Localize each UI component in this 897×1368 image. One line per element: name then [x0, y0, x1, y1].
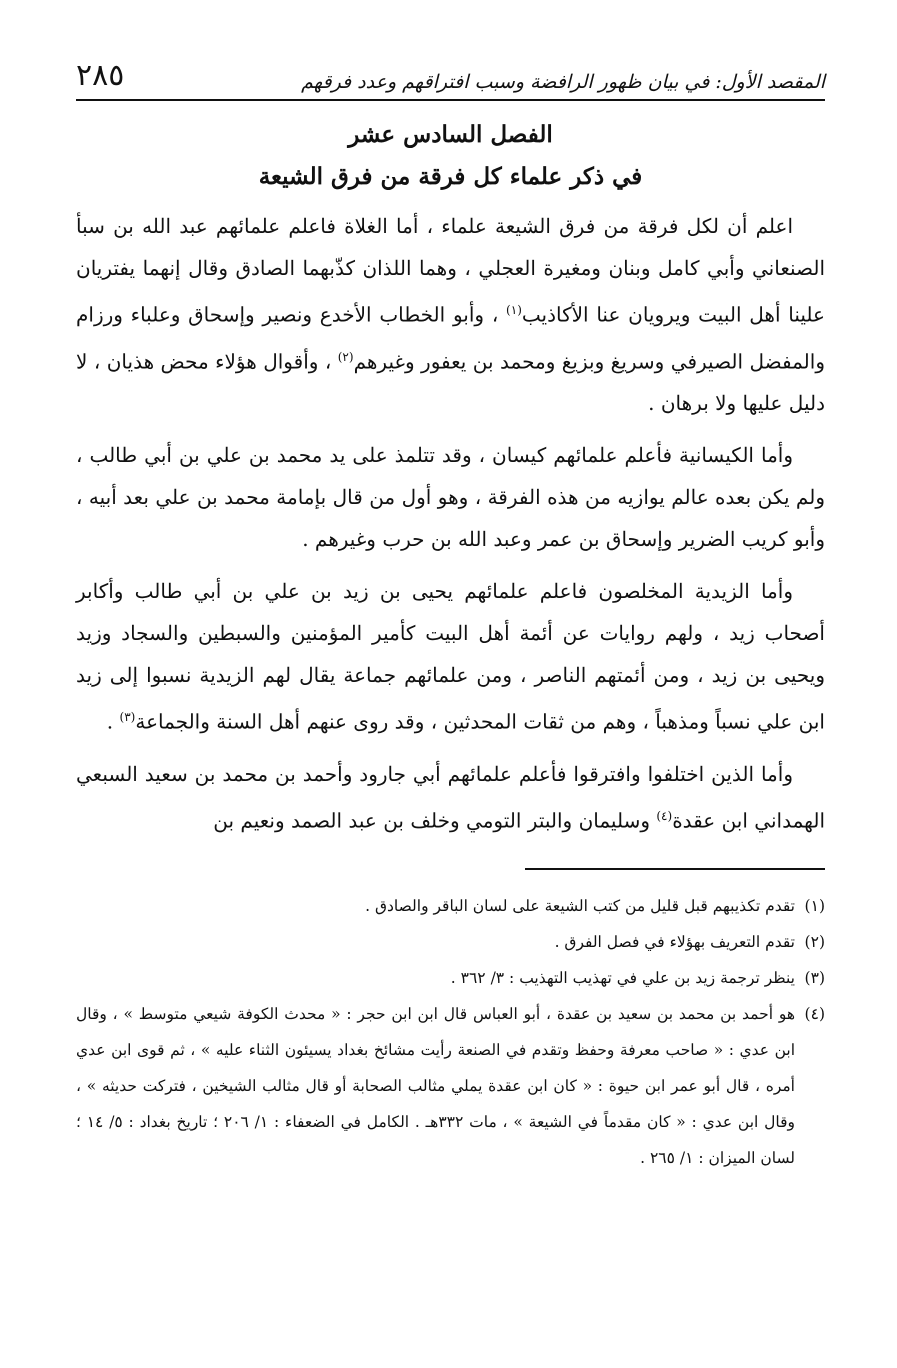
paragraph-text: ، وأقوال هؤلاء محض هذيان ، لا دليل عليها ولا برهان . — [76, 349, 825, 416]
body-paragraph — [76, 570, 825, 743]
paragraph-text: اعلم أن لكل فرقة من فرق الشيعة علماء ، أما الغلاة فاعلم علمائهم عبد الله بن سبأ الصنعاني وأبي كامل وبنان ومغيرة العجلي ، وهما اللذان كذّبهما الصادق وقال إنهما يفتريان علينا أهل البيت ويرويان عنا الأكاذيب — [76, 214, 825, 327]
paragraph-text: . — [106, 709, 120, 734]
footnote-number: (٣) — [804, 968, 825, 987]
footnote-number: (٢) — [804, 932, 825, 951]
chapter-subtitle: في ذكر علماء كل فرقة من فرق الشيعة — [258, 163, 643, 190]
footnote-text: تقدم التعريف بهؤلاء في فصل الفرق . — [554, 932, 795, 951]
footnote — [76, 960, 825, 996]
body-paragraph — [76, 205, 825, 424]
body-text — [76, 205, 825, 842]
paragraph-text: وأما الزيدية المخلصون فاعلم علمائهم يحيى بن زيد بن علي بن أبي طالب وأكابر أصحاب زيد ، ولهم روايات عن أئمة أهل البيت كأمير المؤمنين والسبطين والسجاد وزيد ويحيى بن زيد ، ومن أئمتهم الناصر ، ومن علمائهم جماعة يقال لهم الزيدية نسبوا إلى زيد ابن علي نسباً ومذهباً ، وهم من ثقات المحدثين ، وقد روى عنهم أهل السنة والجماعة — [76, 579, 825, 734]
paragraph-text: وأما الذين اختلفوا وافترقوا فأعلم علمائهم أبي جارود وأحمد بن محمد بن سعيد السبعي الهمداني ابن عقدة — [76, 761, 825, 833]
footnote-text: هو أحمد بن محمد بن سعيد بن عقدة ، أبو العباس قال ابن ابن حجر : « محدث الكوفة شيعي متوسط » ، وقال ابن عدي : « صاحب معرفة وحفظ وتقدم في الصنعة رأيت مشائخ بغداد يسيئون الثناء عليه » ، ثم قوى ابن عدي أمره ، قال أبو عمر ابن حيوة : « كان ابن عقدة يملي مثالب الصحابة أو قال مثالب الشيخين ، فتركت حديثه » ، وقال ابن عدي : « كان مقدماً في الشيعة » ، مات ٣٣٢هـ . الكامل في الضعفاء : ١/ ٢٠٦ ؛ تاريخ بغداد : ٥/ ١٤ ؛ لسان الميزان : ١/ ٢٦٥ . — [76, 1004, 795, 1167]
page-header — [76, 58, 825, 101]
paragraph-text: وأما الكيسانية فأعلم علمائهم كيسان ، وقد تتلمذ على يد محمد بن علي بن أبي طالب ، ولم يكن بعده عالم يوازيه من هذه الفرقة ، وهو أول من قال بإمامة محمد بن علي بعد أبيه ، وأبو كريب الضرير وإسحاق بن عمر وعبد الله بن حرب وغيرهم . — [76, 443, 825, 552]
footnote-number: (٤) — [804, 1004, 825, 1023]
running-title: المقصد الأول: في بيان ظهور الرافضة وسبب افتراقهم وعدد فرقهم — [301, 71, 825, 93]
footnote — [76, 888, 825, 924]
body-paragraph — [76, 753, 825, 842]
chapter-title: الفصل السادس عشر — [348, 121, 553, 148]
footnote-reference: (٤) — [656, 808, 673, 823]
page-number: ٢٨٥ — [76, 58, 125, 93]
footnote-text: تقدم تكذيبهم قبل قليل من كتب الشيعة على لسان الباقر والصادق . — [365, 896, 795, 915]
footnote-number: (١) — [804, 896, 825, 915]
footnotes — [76, 888, 825, 1176]
footnote — [76, 996, 825, 1176]
footnote-text: ينظر ترجمة زيد بن علي في تهذيب التهذيب : ٣/ ٣٦٢ . — [450, 968, 795, 987]
paragraph-text: وسليمان والبتر التومي وخلف بن عبد الصمد ونعيم بن — [213, 808, 657, 833]
footnote-reference: (٢) — [337, 349, 354, 364]
footnote-reference: (٣) — [119, 710, 136, 725]
body-paragraph — [76, 434, 825, 560]
footnote-divider — [525, 868, 825, 870]
paragraph-text: ، وأبو الخطاب الأخدع ونصير وإسحاق وعلباء ورزام والمفضل الصيرفي وسريغ وبزيغ ومحمد بن يعفور وغيرهم — [76, 302, 825, 374]
footnote — [76, 924, 825, 960]
footnote-reference: (١) — [506, 303, 522, 317]
